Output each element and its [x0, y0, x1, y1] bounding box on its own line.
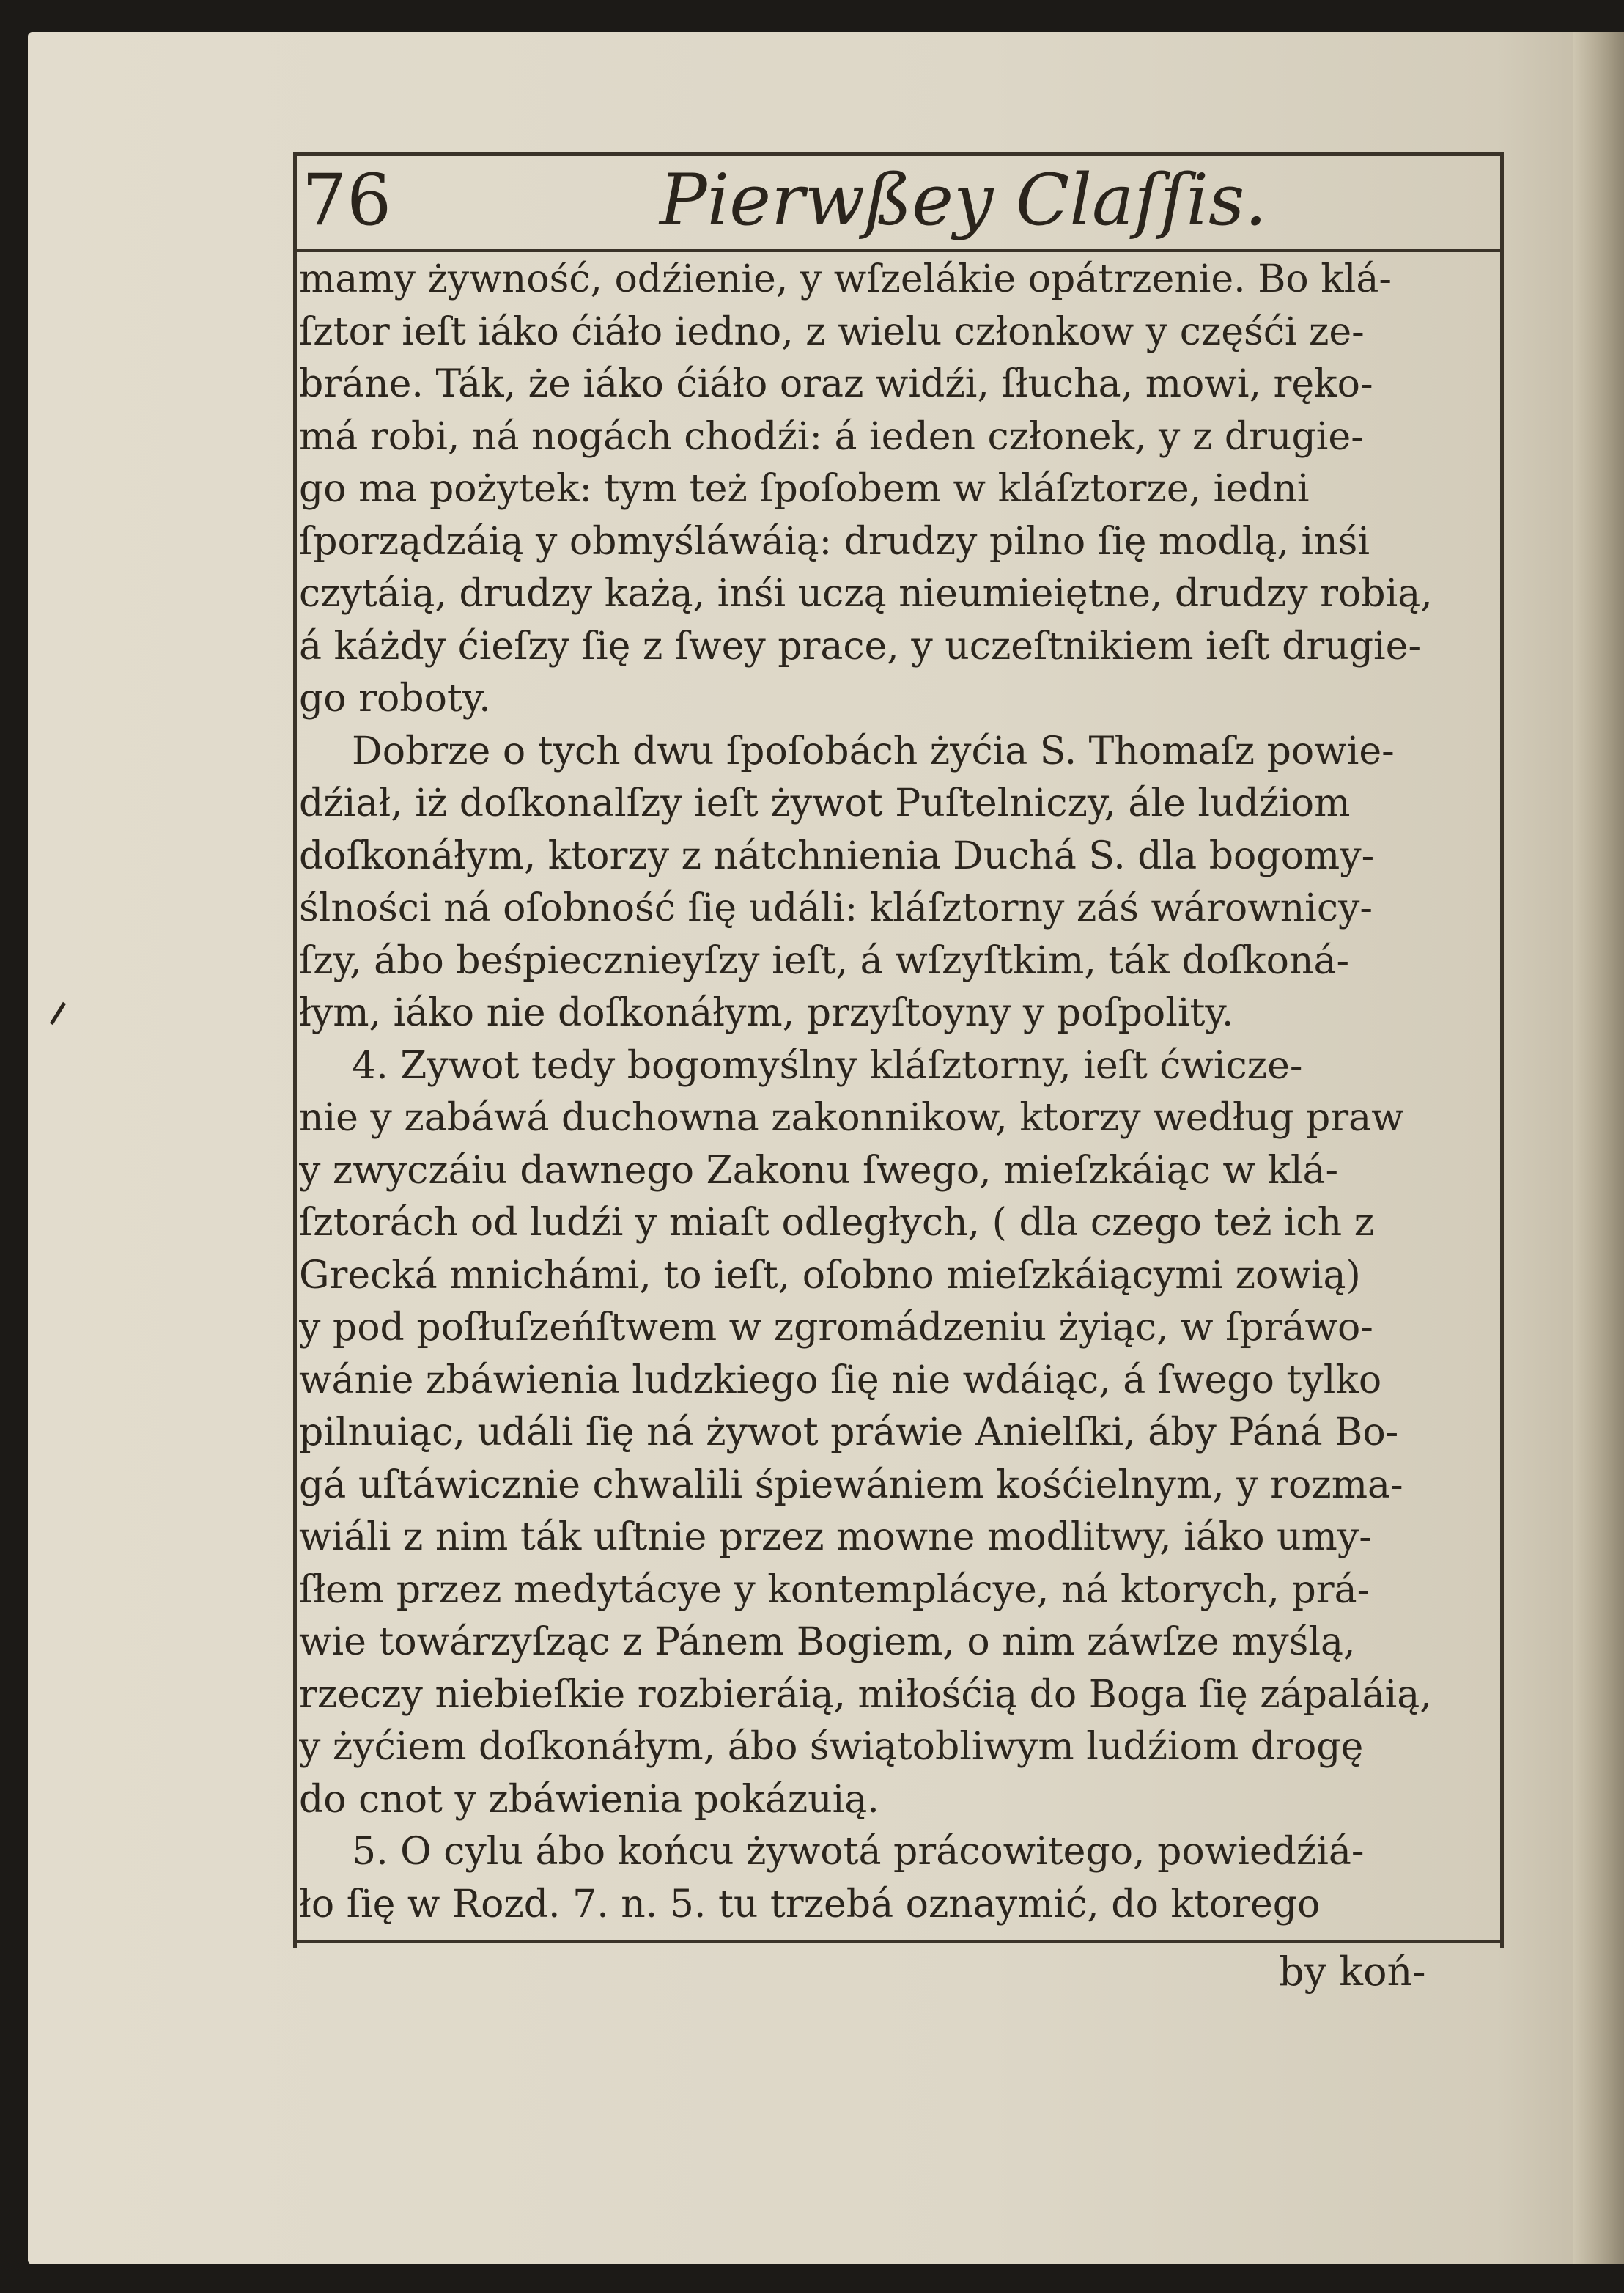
- page-number: 76: [302, 159, 392, 241]
- text-line: ło ſię w Rozd. 7. n. 5. tu trzebá oznaymić, do ktorego: [299, 1882, 1321, 1926]
- text-line: Grecká mnichámi, to ieſt, oſobno mieſzkáiącymi zowią): [299, 1253, 1361, 1298]
- text-line: y pod poſłuſzeńſtwem w zgromádzeniu żyiąc, w ſpráwo-: [299, 1306, 1373, 1350]
- text-line: czytáią, drudzy każą, inśi uczą nieumieiętne, drudzy robią,: [299, 572, 1433, 616]
- text-line: gá uſtáwicznie chwalili śpiewániem kośćielnym, y rozma-: [299, 1462, 1403, 1507]
- text-line: y zwyczáiu dawnego Zakonu ſwego, mieſzkáiąc w klá-: [299, 1148, 1339, 1193]
- text-line: y żyćiem doſkonáłym, ábo świątobliwym ludźiom drogę: [299, 1725, 1364, 1769]
- text-line: wánie zbáwienia ludzkiego ſię nie wdáiąc, á ſwego tylko: [299, 1358, 1382, 1402]
- running-head: Pierwßey Claſſis.: [660, 159, 1267, 241]
- paragraph-start-line: 4. Zywot tedy bogomyślny kláſztorny, ieſt ćwicze-: [352, 1043, 1303, 1088]
- text-line: nie y zabáwá duchowna zakonnikow, ktorzy według praw: [299, 1096, 1404, 1140]
- text-line: dźiał, iż doſkonalſzy ieſt żywot Puſtelniczy, ále ludźiom: [299, 781, 1351, 825]
- catchword: by koń-: [1279, 1948, 1426, 1995]
- footer-rule: [297, 1940, 1500, 1943]
- paragraph-start-line: 5. O cylu ábo końcu żywotá prácowitego, powiedźiá-: [352, 1830, 1365, 1874]
- text-line: ſporządzáią y obmyśláwáią: drudzy pilno ſię modlą, inśi: [299, 519, 1370, 564]
- text-line: bráne. Ták, że iáko ćiáło oraz widźi, ſłucha, mowi, ręko-: [299, 362, 1373, 406]
- text-line: ślności ná oſobność ſię událi: kláſztorny záś wárownicy-: [299, 886, 1373, 930]
- text-line: ſztor ieſt iáko ćiáło iedno, z wielu członkow y częśći ze-: [299, 309, 1365, 354]
- text-line: wiáli z nim ták uſtnie przez mowne modlitwy, iáko umy-: [299, 1515, 1372, 1559]
- text-line: wie towárzyſząc z Pánem Bogiem, o nim záwſze myślą,: [299, 1620, 1356, 1664]
- text-line: do cnot y zbáwienia pokázuią.: [299, 1777, 879, 1822]
- text-line: go ma pożytek: tym też ſpoſobem w kláſztorze, iedni: [299, 467, 1310, 511]
- paragraph-start-line: Dobrze o tych dwu ſpoſobách żyćia S. Thomaſz powie-: [352, 729, 1395, 773]
- text-line: mamy żywność, odźienie, y wſzelákie opátrzenie. Bo klá-: [299, 257, 1392, 301]
- frame-rule-left: [293, 152, 297, 1948]
- body-text: [299, 254, 1495, 1931]
- text-line: á káżdy ćieſzy ſię z ſwey prace, y uczeſtnikiem ieſt drugie-: [299, 624, 1422, 669]
- text-line: doſkonáłym, ktorzy z nátchnienia Duchá S. dla bogomy-: [299, 833, 1375, 878]
- text-line: pilnuiąc, událi ſię ná żywot práwie Anielſki, áby Páná Bo-: [299, 1410, 1399, 1454]
- text-line: ſztorách od ludźi y miaſt odległych, ( dla czego też ich z: [299, 1201, 1375, 1245]
- header-rule: [297, 249, 1500, 252]
- text-line: rzeczy niebieſkie rozbieráią, miłośćią do Boga ſię zápaláią,: [299, 1672, 1432, 1717]
- text-line: ſłem przez medytácye y kontemplácye, ná ktorych, prá-: [299, 1567, 1370, 1612]
- text-line: má robi, ná nogách chodźi: á ieden członek, y z drugie-: [299, 414, 1364, 459]
- text-line: ſzy, ábo beśpiecznieyſzy ieſt, á wſzyſtkim, ták doſkoná-: [299, 938, 1350, 983]
- page-edge-shadow: [1573, 32, 1624, 2264]
- text-line: łym, iáko nie doſkonáłym, przyſtoyny y poſpolity.: [299, 991, 1234, 1035]
- frame-rule-right: [1500, 152, 1504, 1948]
- text-line: go roboty.: [299, 677, 491, 721]
